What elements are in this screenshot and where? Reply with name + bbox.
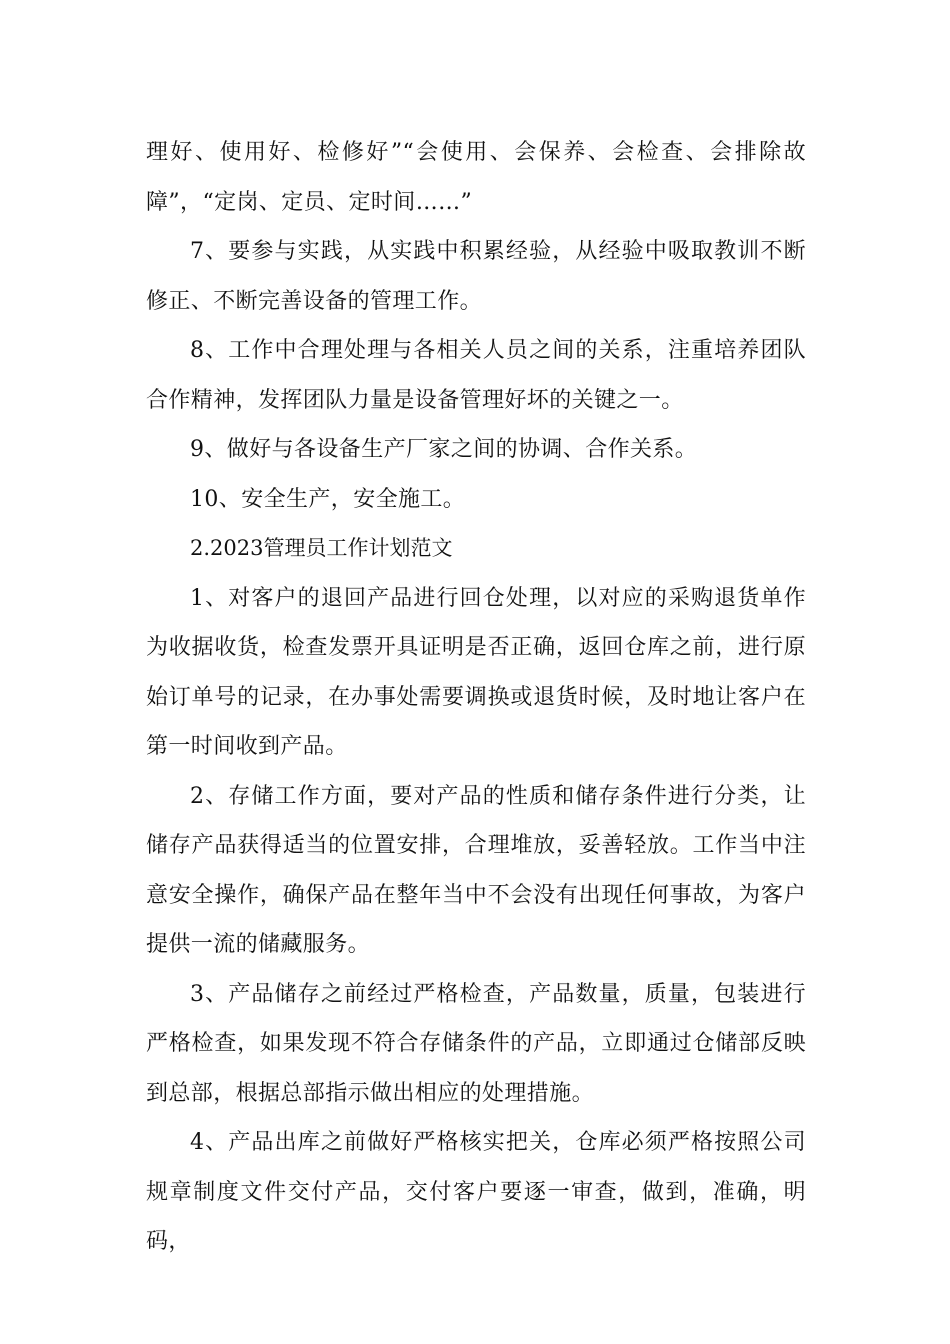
paragraph-item-2: 2、存储工作方面，要对产品的性质和储存条件进行分类，让储存产品获得适当的位置安排，合理堆放，妥善轻放。工作当中注意安全操作，确保产品在整年当中不会没有出现任何事故，为客户提供一流的储藏服务。 xyxy=(146,783,806,957)
paragraph-item-7: 7、要参与实践，从实践中积累经验，从经验中吸取教训不断修正、不断完善设备的管理工作。 xyxy=(146,239,806,314)
paragraph-item-10: 10、安全生产，安全施工。 xyxy=(190,486,466,512)
paragraph-item-4: 4、产品出库之前做好严格核实把关，仓库必须严格按照公司规章制度文件交付产品，交付客户要逐一审查，做到，准确，明码， xyxy=(146,1130,806,1254)
paragraph-item-9: 9、做好与各设备生产厂家之间的协调、合作关系。 xyxy=(190,437,698,462)
document-body xyxy=(146,128,806,1267)
section-heading: 2.2023管理员工作计划范文 xyxy=(190,536,453,560)
paragraph-item-1: 1、对客户的退回产品进行回仓处理，以对应的采购退货单作为收据收货，检查发票开具证明是否正确，返回仓库之前，进行原始订单号的记录，在办事处需要调换或退货时候，及时地让客户在第一时间收到产品。 xyxy=(146,585,806,759)
paragraph-continuation: 理好、使用好、检修好”“会使用、会保养、会检查、会排除故障”，“定岗、定员、定时间……” xyxy=(146,140,806,215)
paragraph-item-8: 8、工作中合理处理与各相关人员之间的关系，注重培养团队合作精神，发挥团队力量是设备管理好坏的关键之一。 xyxy=(146,338,806,413)
paragraph-item-3: 3、产品储存之前经过严格检查，产品数量，质量，包装进行严格检查，如果发现不符合存储条件的产品，立即通过仓储部反映到总部，根据总部指示做出相应的处理措施。 xyxy=(146,981,806,1106)
